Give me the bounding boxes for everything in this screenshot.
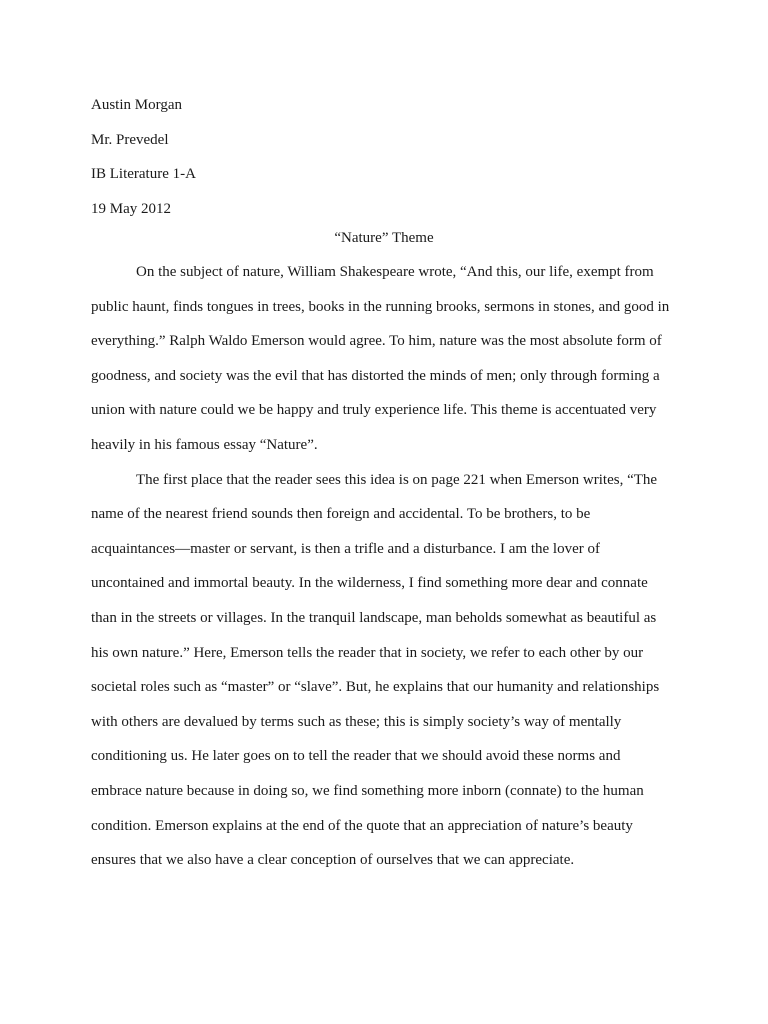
- text-line: union with nature could we be happy and truly experience life. This theme is accentuated very: [91, 402, 657, 419]
- text-line: everything.” Ralph Waldo Emerson would agree. To him, nature was the most absolute form of: [91, 333, 662, 350]
- paragraph: [91, 258, 685, 466]
- text-line: heavily in his famous essay “Nature”.: [91, 436, 318, 453]
- text-line: acquaintances—master or servant, is then a trifle and a disturbance. I am the lover of: [91, 540, 600, 557]
- text-line: On the subject of nature, William Shakespeare wrote, “And this, our life, exempt from: [136, 264, 654, 280]
- text-line: public haunt, finds tongues in trees, books in the running brooks, sermons in stones, and good in: [91, 298, 670, 315]
- paragraph: [91, 466, 685, 881]
- text-line: uncontained and immortal beauty. In the wilderness, I find something more dear and connate: [91, 575, 648, 592]
- essay-header: [91, 88, 196, 226]
- essay-body: [91, 258, 685, 881]
- essay-title: “Nature” Theme: [334, 230, 434, 246]
- author-name: Austin Morgan: [91, 97, 182, 113]
- text-line: The first place that the reader sees this idea is on page 221 when Emerson writes, “The: [136, 471, 658, 488]
- text-line: than in the streets or villages. In the tranquil landscape, man beholds somewhat as beautiful as: [91, 609, 657, 626]
- teacher-name: Mr. Prevedel: [91, 131, 169, 148]
- text-line: conditioning us. He later goes on to tell the reader that we should avoid these norms and: [91, 748, 621, 765]
- text-line: goodness, and society was the evil that has distorted the minds of men; only through forming a: [91, 367, 660, 384]
- text-line: his own nature.” Here, Emerson tells the reader that in society, we refer to each other by our: [91, 644, 644, 661]
- course-name: IB Literature 1-A: [91, 166, 196, 182]
- essay-date: 19 May 2012: [91, 200, 171, 217]
- text-line: with others are devalued by terms such as these; this is simply society’s way of mentally: [91, 713, 622, 730]
- text-line: ensures that we also have a clear conception of ourselves that we can appreciate.: [91, 852, 575, 869]
- text-line: embrace nature because in doing so, we find something more inborn (connate) to the human: [91, 782, 644, 799]
- text-line: condition. Emerson explains at the end of the quote that an appreciation of nature’s beauty: [91, 817, 633, 834]
- text-line: name of the nearest friend sounds then foreign and accidental. To be brothers, to be: [91, 506, 591, 523]
- text-line: societal roles such as “master” or “slave”. But, he explains that our humanity and relationships: [91, 679, 660, 696]
